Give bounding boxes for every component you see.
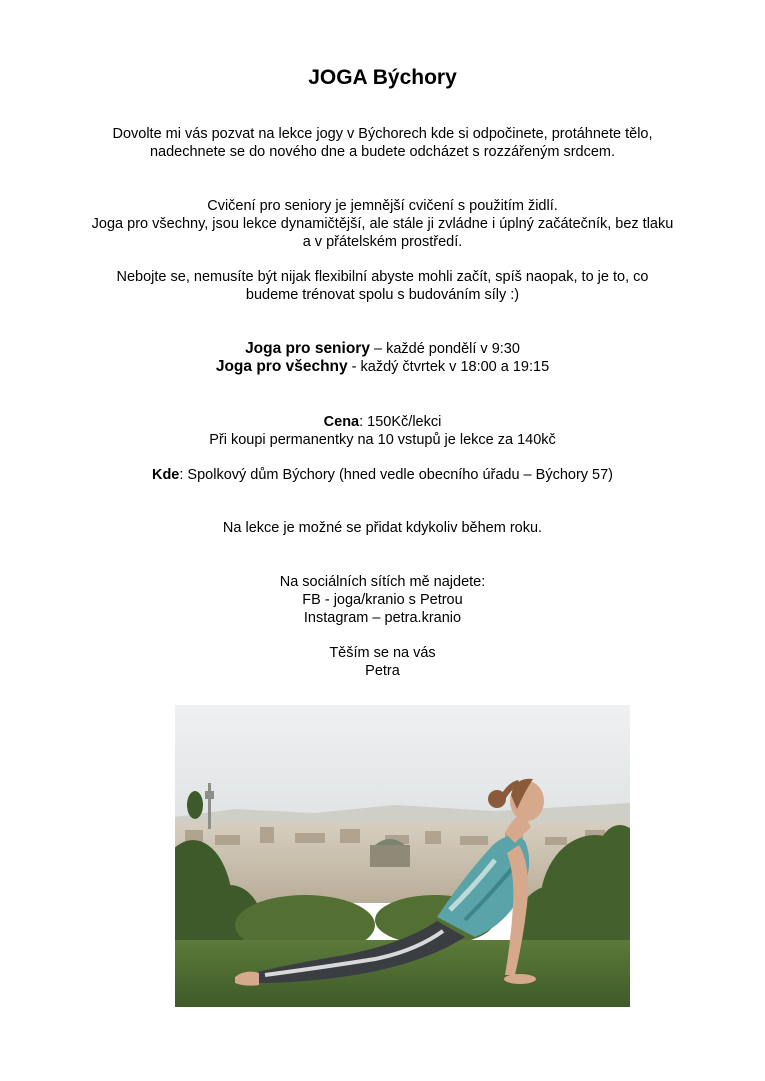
yoga-photo [175,705,630,1007]
location-line [0,466,765,484]
social-fb: FB - joga/kranio s Petrou [302,592,463,608]
price-value: : 150Kč/lekci [359,414,442,430]
schedule-all [0,358,765,376]
page-title: JOGA Býchory [308,66,457,89]
social-heading: Na sociálních sítích mě najdete: [279,574,486,590]
intro-line: Dovolte mi vás pozvat na lekce jogy v Býchorech kde si odpočinete, protáhnete tělo, [112,126,653,142]
schedule-all-time: - každý čtvrtek v 18:00 a 19:15 [347,359,550,375]
description-line: a v přátelském prostředí. [302,234,463,250]
schedule-all-label: Joga pro všechny [215,358,348,375]
price-pass: Při koupi permanentky na 10 vstupů je lekce za 140kč [209,432,556,448]
location-section [0,466,765,484]
closing-section [0,644,765,680]
location-value: : Spolkový dům Býchory (hned vedle obecního úřadu – Býchory 57) [179,467,614,483]
social-instagram: Instagram – petra.kranio [303,610,462,626]
description-line: Cvičení pro seniory je jemnější cvičení s použitím židlí. [207,198,558,214]
schedule-seniors [0,340,765,358]
signature: Petra [365,663,400,679]
description-line: Joga pro všechny, jsou lekce dynamičtější, ale stále ji zvládne i úplný začátečník, bez tlaku [91,216,674,232]
location-label: Kde [151,467,180,483]
schedule-seniors-label: Joga pro seniory [245,340,370,357]
intro-line: nadechnete se do nového dne a budete odcházet s rozzářeným srdcem. [149,144,616,160]
join-note [0,519,765,537]
intro-paragraph [0,125,765,161]
yoga-photo-illustration [175,705,630,1007]
encouragement-paragraph [0,268,765,304]
join-note-text: Na lekce je možné se přidat kdykoliv během roku. [222,520,543,536]
encouragement-line: budeme trénovat spolu s budováním síly :) [245,287,520,303]
social-section [0,573,765,627]
price-line [0,413,765,431]
price-label: Cena [323,414,360,430]
photo-tower [208,783,211,829]
description-paragraph [0,197,765,251]
encouragement-line: Nebojte se, nemusíte být nijak flexibilní abyste mohli začít, spíš naopak, to je to, co [116,269,649,285]
schedule [0,340,765,376]
schedule-seniors-time: – každé pondělí v 9:30 [369,341,520,357]
closing-line: Těším se na vás [329,645,436,661]
price-section [0,413,765,449]
